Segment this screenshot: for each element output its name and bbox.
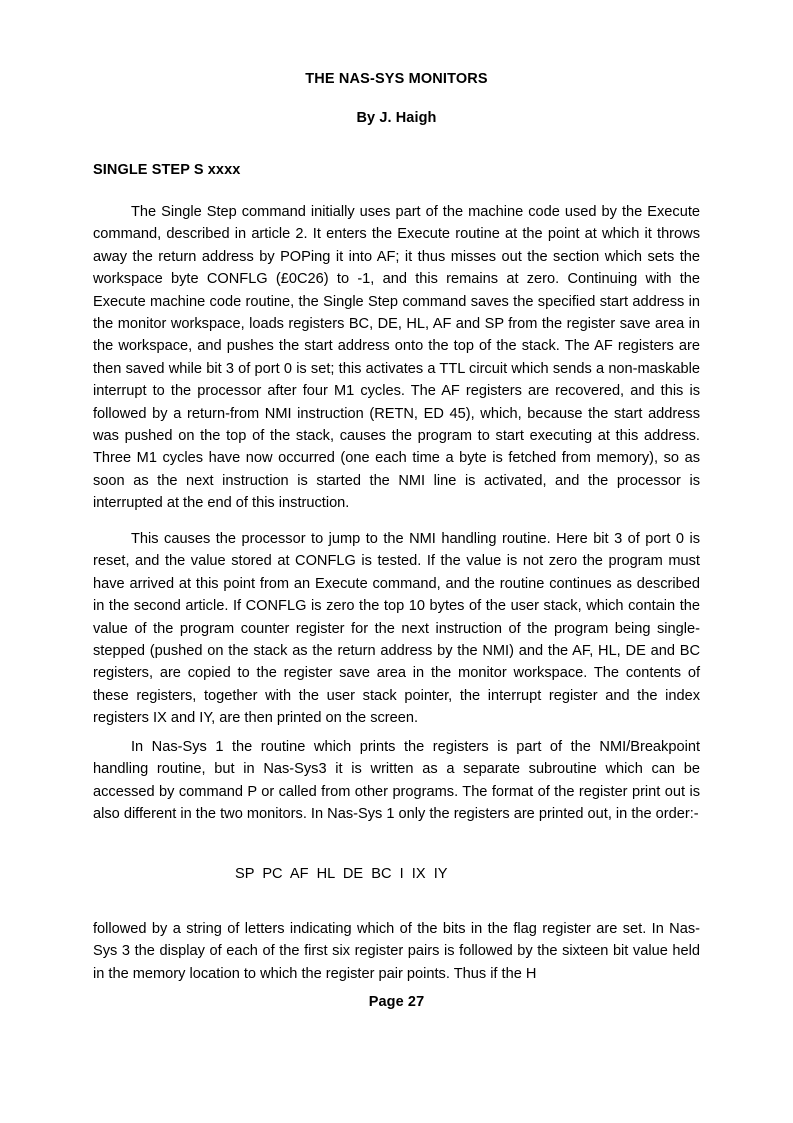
paragraph-register-printing: In Nas-Sys 1 the routine which prints the registers is part of the NMI/Breakpoint handling routine, but in Nas-Sys3 it is written as a separate subroutine which can be accessed by command P or called from other programs. The format of the register print out is also different in the two monitors. In Nas-Sys 1 only the registers are printed out, in the order:- bbox=[93, 739, 700, 823]
document-title: THE NAS-SYS MONITORS bbox=[305, 71, 488, 87]
body-paragraph-block-4 bbox=[93, 918, 700, 985]
paragraph-nmi-handling: This causes the processor to jump to the NMI handling routine. Here bit 3 of port 0 is reset, and the value stored at CONFLG is tested. If the value is not zero the program must have arrived at this point from an Execute command, and the routine continues as described in the second article. If CONFLG is zero the top 10 bytes of the user stack, which contain the value of the program counter register for the next instruction of the program being single-stepped (pushed on the stack as the return address by the NMI) and the AF, HL, DE and BC registers, are copied to the register save area in the monitor workspace. The contents of these registers, together with the user stack pointer, the interrupt register and the index registers IX and IY, are then printed on the screen. bbox=[93, 531, 700, 727]
paragraph-single-step-overview: The Single Step command initially uses part of the machine code used by the Execute command, described in article 2. It enters the Execute routine at the point at which it throws away the return address by POPing it into AF; it thus misses out the section which sets the workspace byte CONFLG (£0C26) to -1, and this remains at zero. Continuing with the Execute machine code routine, the Single Step command saves the specified start address in the monitor workspace, loads registers BC, DE, HL, AF and SP from the register save area in the workspace, and pushes the start address onto the top of the stack. The AF registers are then saved while bit 3 of port 0 is set; this activates a TTL circuit which sends a non-maskable interrupt to the processor after four M1 cycles. The AF registers are recovered, and this is followed by a return-from NMI instruction (RETN, ED 45), which, because the start address was pushed on the top of the stack, causes the program to start executing at this address. Three M1 cycles have now occurred (one each time a byte is fetched from memory), so as soon as the next instruction is started the NMI line is activated, and the processor is interrupted at the end of this instruction. bbox=[93, 204, 700, 512]
document-author: By J. Haigh bbox=[356, 110, 437, 126]
body-paragraph-block-2 bbox=[93, 528, 700, 730]
body-paragraph-block-1 bbox=[93, 201, 700, 515]
paragraph-flag-register-continuation: followed by a string of letters indicating which of the bits in the flag register are set. In Nas-Sys 3 the display of each of the first six register pairs is followed by the sixteen bit value held in the memory location to which the register pair points. Thus if the H bbox=[93, 921, 700, 982]
page-number-footer: Page 27 bbox=[368, 994, 425, 1010]
body-paragraph-block-3 bbox=[93, 736, 700, 826]
register-order-list: SP PC AF HL DE BC I IX IY bbox=[235, 866, 448, 882]
section-heading-single-step: SINGLE STEP S xxxx bbox=[93, 162, 241, 178]
